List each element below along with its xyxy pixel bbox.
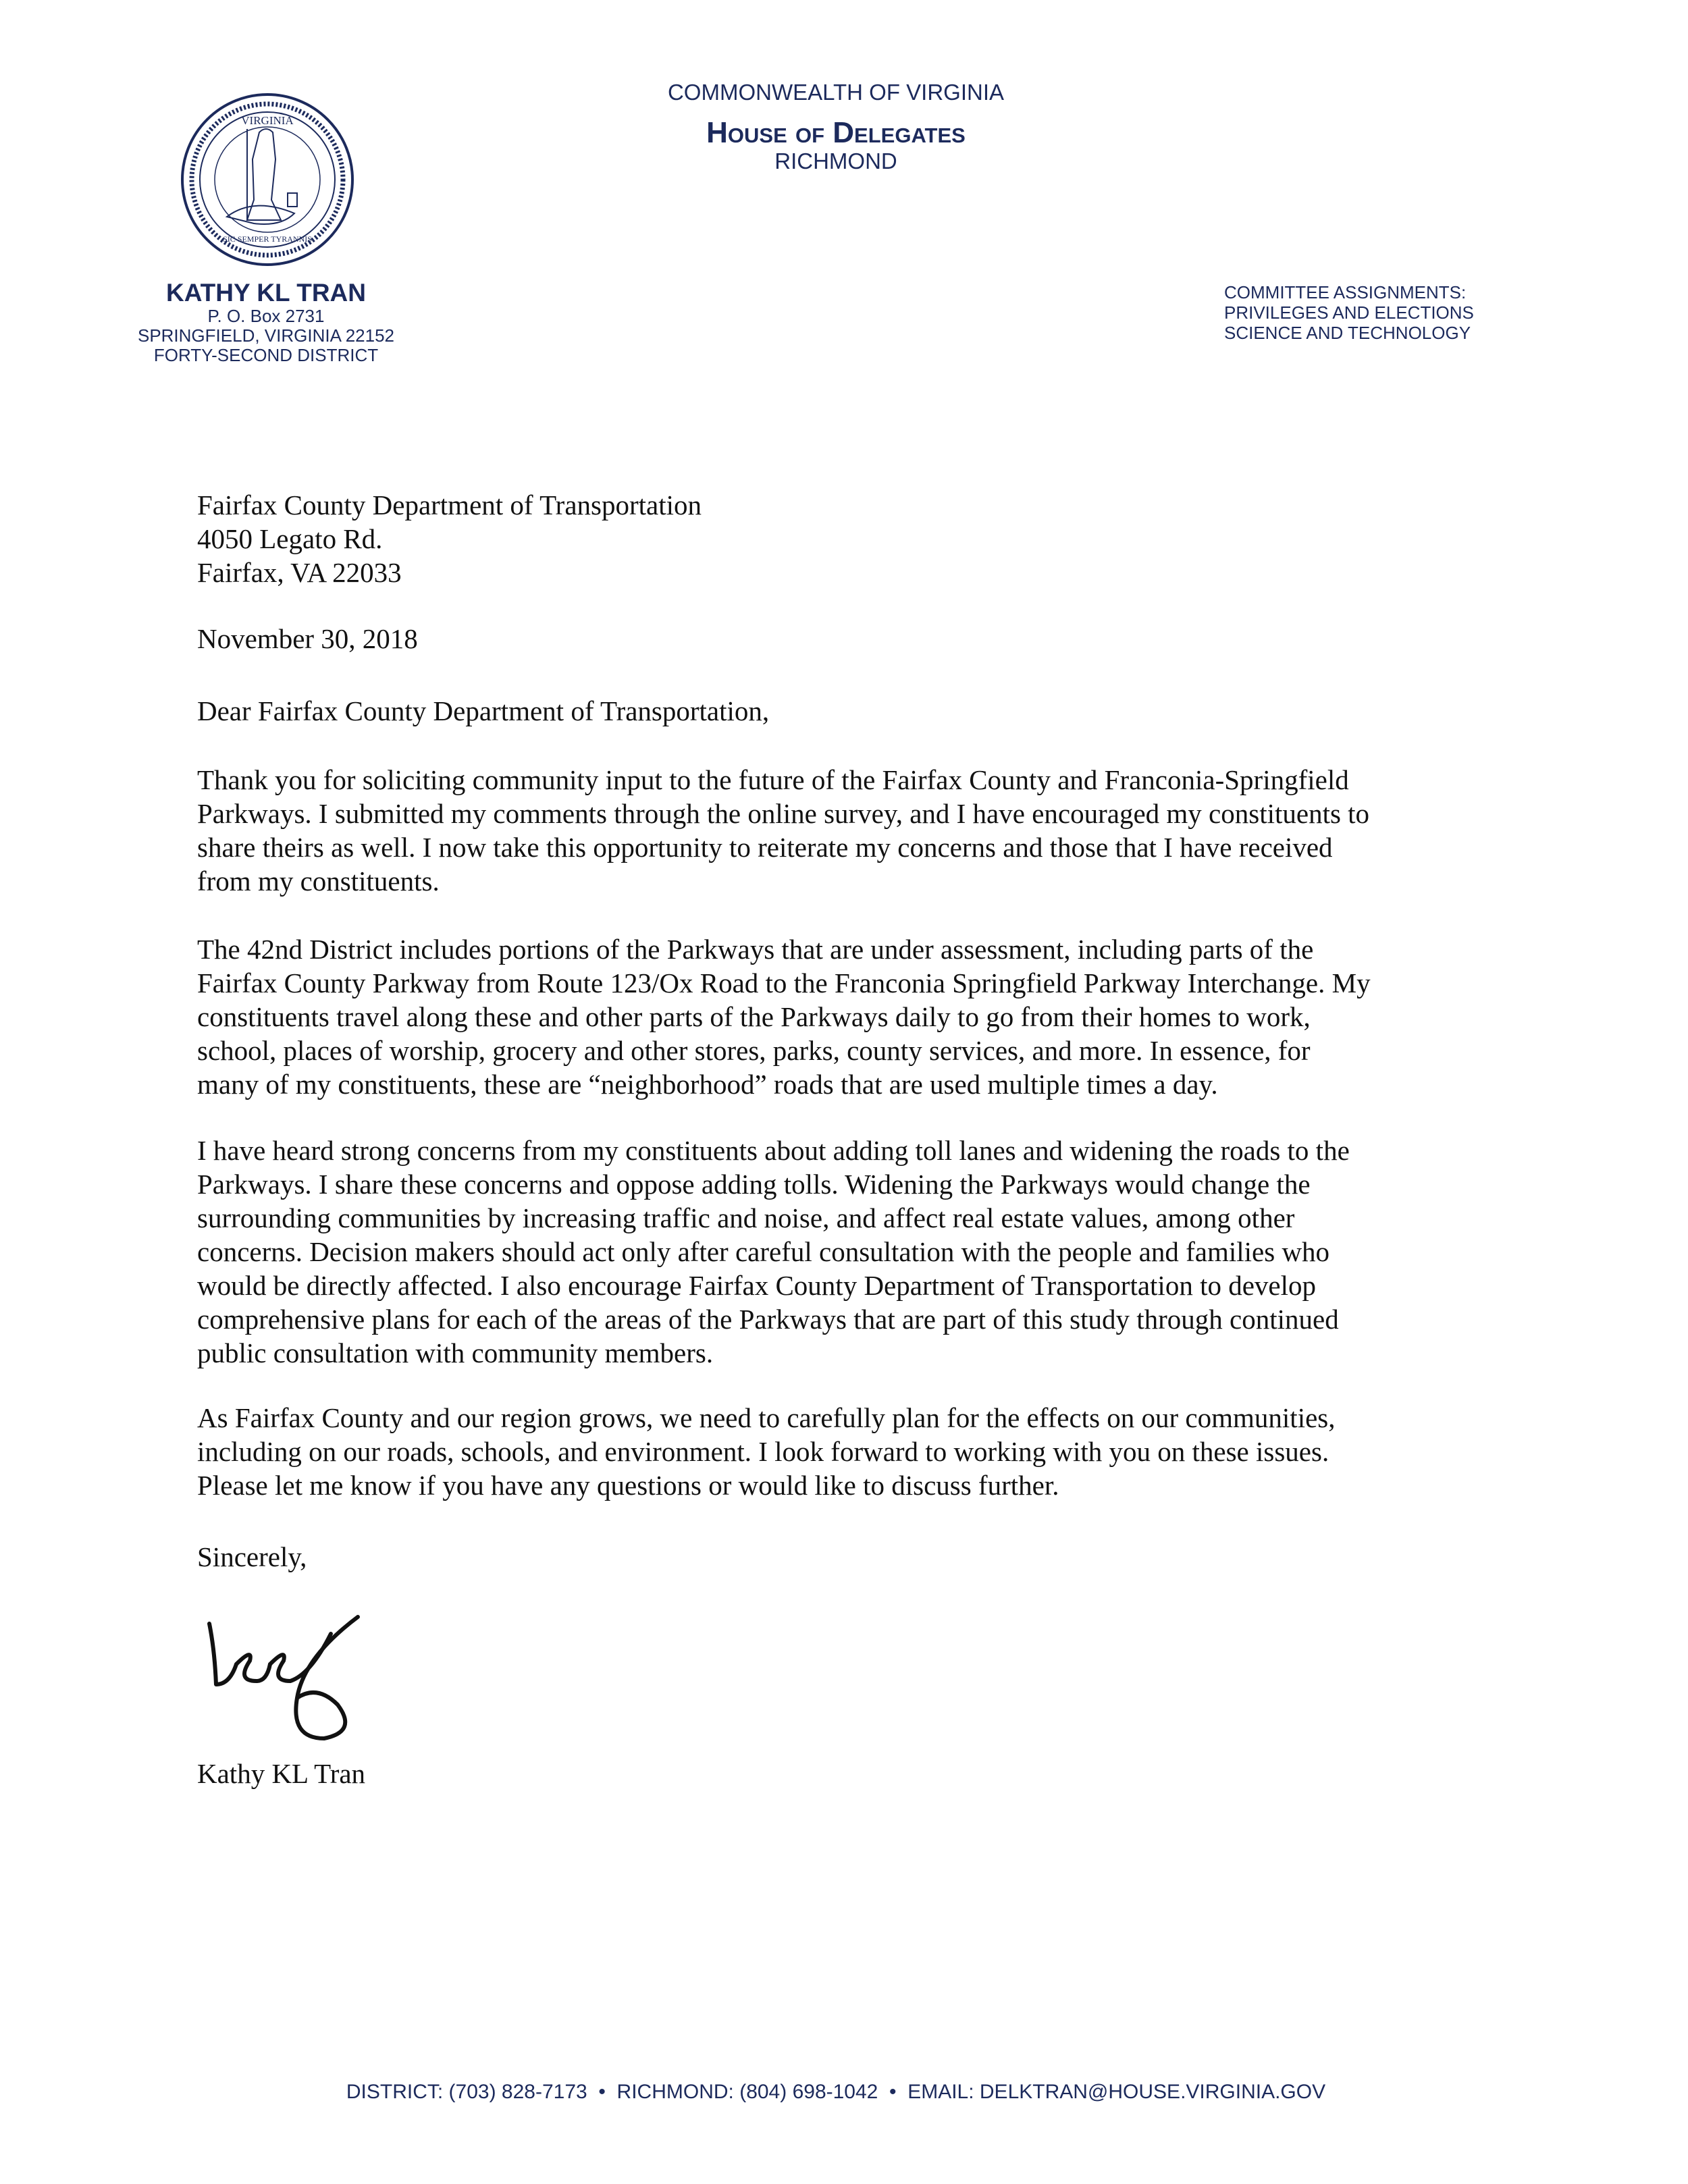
delegate-po-box: P. O. Box 2731 [207,306,325,326]
seal-text-top: VIRGINIA [241,114,294,127]
closing: Sincerely, [197,1541,307,1572]
committee-assignments [1224,282,1474,343]
text-line: Please let me know if you have any questions or would like to discuss further. [197,1470,1059,1501]
chamber-heading: House of Delegates [706,116,966,149]
recipient-line: Fairfax, VA 22033 [197,557,402,588]
text-line: from my constituents. [197,865,440,897]
handwritten-signature [196,1610,385,1752]
recipient-line: Fairfax County Department of Transportation [197,489,702,521]
paragraph-3 [197,1134,1350,1370]
committee-item: SCIENCE AND TECHNOLOGY [1224,323,1471,343]
text-line: Fairfax County Parkway from Route 123/Ox Road to the Franconia Springfield Parkway Interchange. My [197,967,1371,998]
text-line: public consultation with community members. [197,1337,714,1368]
state-heading: COMMONWEALTH OF VIRGINIA [667,80,1005,105]
delegate-district: FORTY-SECOND DISTRICT [153,345,379,365]
footer-contact: DISTRICT: (703) 828-7173 • RICHMOND: (804) 698-1042 • EMAIL: DELKTRAN@HOUSE.VIRGINIA.GOV [346,2081,1326,2103]
delegate-address-block [138,279,394,365]
text-line: As Fairfax County and our region grows, we need to carefully plan for the effects on our communities, [197,1402,1336,1433]
salutation: Dear Fairfax County Department of Transportation, [197,695,770,726]
text-line: share theirs as well. I now take this opportunity to reiterate my concerns and those that I have received [197,832,1333,863]
seal-text-bottom: SIC SEMPER TYRANNIS [223,234,312,244]
committee-item: PRIVILEGES AND ELECTIONS [1224,302,1474,323]
text-line: including on our roads, schools, and environment. I look forward to working with you on these issues. [197,1436,1329,1467]
text-line: Parkways. I submitted my comments through the online survey, and I have encouraged my constituents to [197,798,1370,829]
city-heading: RICHMOND [774,149,897,174]
text-line: concerns. Decision makers should act only after careful consultation with the people and families who [197,1236,1330,1267]
text-line: many of my constituents, these are “neighborhood” roads that are used multiple times a day. [197,1069,1218,1100]
paragraph-1 [197,763,1369,898]
text-line: Parkways. I share these concerns and oppose adding tolls. Widening the Parkways would change the [197,1169,1311,1200]
text-line: I have heard strong concerns from my constituents about adding toll lanes and widening the roads to the [197,1135,1350,1166]
signatory-name: Kathy KL Tran [197,1758,366,1789]
recipient-line: 4050 Legato Rd. [197,523,383,554]
text-line: surrounding communities by increasing traffic and noise, and affect real estate values, among other [197,1202,1295,1233]
committee-heading: COMMITTEE ASSIGNMENTS: [1224,282,1467,302]
paragraph-4 [197,1401,1335,1502]
recipient-address [197,488,702,589]
delegate-name: KATHY KL TRAN [165,279,366,307]
text-line: The 42nd District includes portions of the Parkways that are under assessment, including parts of the [197,934,1314,965]
letter-date: November 30, 2018 [197,623,418,654]
text-line: Thank you for soliciting community input to the future of the Fairfax County and Franconia-Springfield [197,764,1349,795]
text-line: school, places of worship, grocery and other stores, parks, county services, and more. In essence, for [197,1035,1311,1066]
paragraph-2 [197,932,1371,1101]
text-line: comprehensive plans for each of the areas of the Parkways that are part of this study through continued [197,1304,1339,1335]
text-line: would be directly affected. I also encourage Fairfax County Department of Transportation to develop [197,1270,1316,1301]
delegate-city: SPRINGFIELD, VIRGINIA 22152 [137,325,395,346]
virginia-seal-logo [180,92,355,267]
text-line: constituents travel along these and other parts of the Parkways daily to go from their homes to work, [197,1001,1311,1032]
